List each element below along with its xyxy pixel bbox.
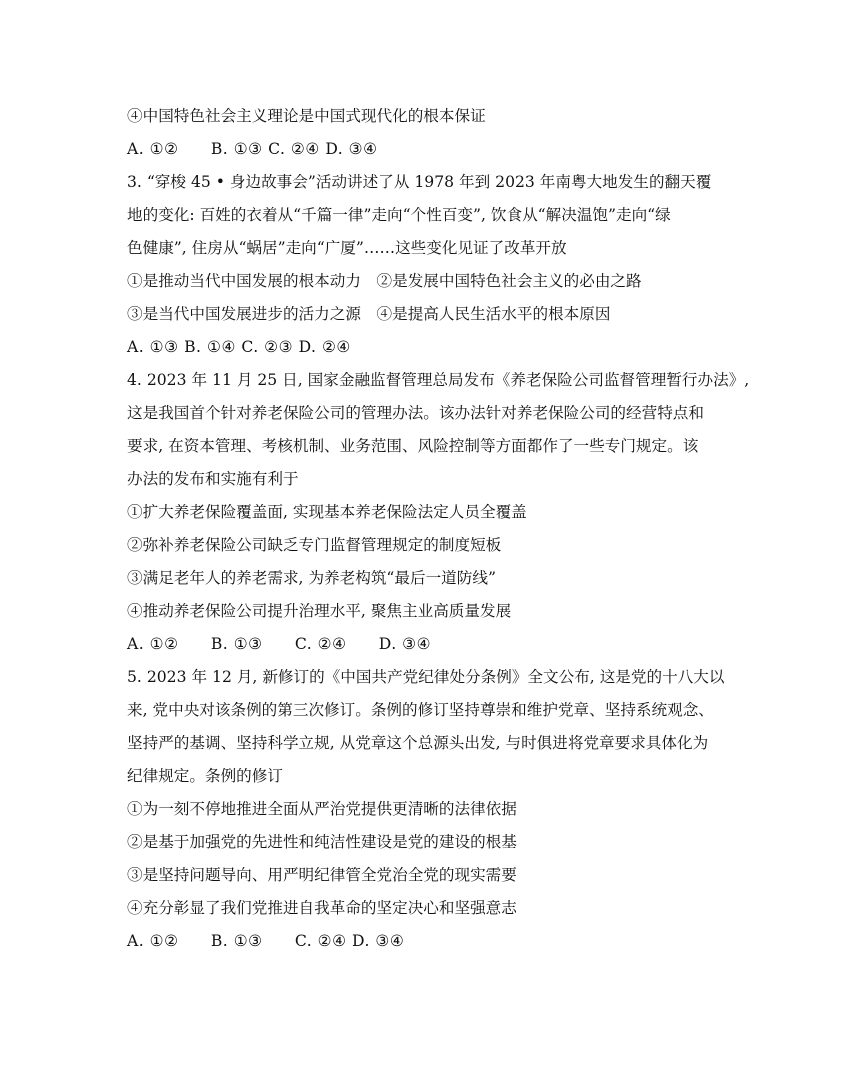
q5-option-2: ②是基于加强党的先进性和纯洁性建设是党的建设的根基 <box>127 833 517 851</box>
q5-option-1: ①为一刻不停地推进全面从严治党提供更清晰的法律依据 <box>127 800 517 818</box>
q3-stem-line-1: 3. “穿梭 45 • 身边故事会”活动讲述了从 1978 年到 2023 年南粤大地发生的翻天覆 <box>127 173 712 191</box>
q4-stem-line-1: 4. 2023 年 11 月 25 日, 国家金融监督管理总局发布《养老保险公司监督管理暂行办法》, <box>127 371 750 389</box>
q5-answer-choices: A. ①② B. ①③ C. ②④ D. ③④ <box>127 932 405 950</box>
q5-stem-line-4: 纪律规定。条例的修订 <box>127 767 283 785</box>
q4-answer-choices: A. ①② B. ①③ C. ②④ D. ③④ <box>127 635 432 653</box>
q2-option-4: ④中国特色社会主义理论是中国式现代化的根本保证 <box>127 107 486 125</box>
q4-option-2: ②弥补养老保险公司缺乏专门监督管理规定的制度短板 <box>127 536 502 554</box>
q4-option-1: ①扩大养老保险覆盖面, 实现基本养老保险法定人员全覆盖 <box>127 503 527 521</box>
q4-stem-line-3: 要求, 在资本管理、考核机制、业务范围、风险控制等方面都作了一些专门规定。该 <box>127 437 699 455</box>
q3-stem-line-2: 地的变化: 百姓的衣着从“千篇一律”走向“个性百变”, 饮食从“解决温饱”走向“绿 <box>127 206 671 224</box>
q4-stem-line-4: 办法的发布和实施有利于 <box>127 470 299 488</box>
q5-option-4: ④充分彰显了我们党推进自我革命的坚定决心和坚强意志 <box>127 899 517 917</box>
q3-options-3-4: ③是当代中国发展进步的活力之源 ④是提高人民生活水平的根本原因 <box>127 305 611 323</box>
q4-stem-line-2: 这是我国首个针对养老保险公司的管理办法。该办法针对养老保险公司的经营特点和 <box>127 404 704 422</box>
q5-option-3: ③是坚持问题导向、用严明纪律管全党治全党的现实需要 <box>127 866 517 884</box>
q3-stem-line-3: 色健康”, 住房从“蜗居”走向“广厦”……这些变化见证了改革开放 <box>127 239 567 257</box>
q4-option-3: ③满足老年人的养老需求, 为养老构筑“最后一道防线” <box>127 569 496 587</box>
q5-stem-line-1: 5. 2023 年 12 月, 新修订的《中国共产党纪律处分条例》全文公布, 这是党的十八大以 <box>127 668 725 686</box>
q2-answer-choices: A. ①② B. ①③ C. ②④ D. ③④ <box>127 140 378 158</box>
q3-options-1-2: ①是推动当代中国发展的根本动力 ②是发展中国特色社会主义的必由之路 <box>127 272 642 290</box>
q3-answer-choices: A. ①③ B. ①④ C. ②③ D. ②④ <box>127 338 351 356</box>
q4-option-4: ④推动养老保险公司提升治理水平, 聚焦主业高质量发展 <box>127 602 512 620</box>
q5-stem-line-3: 坚持严的基调、坚持科学立规, 从党章这个总源头出发, 与时俱进将党章要求具体化为 <box>127 734 709 752</box>
q5-stem-line-2: 来, 党中央对该条例的第三次修订。条例的修订坚持尊崇和维护党章、坚持系统观念、 <box>127 701 714 719</box>
